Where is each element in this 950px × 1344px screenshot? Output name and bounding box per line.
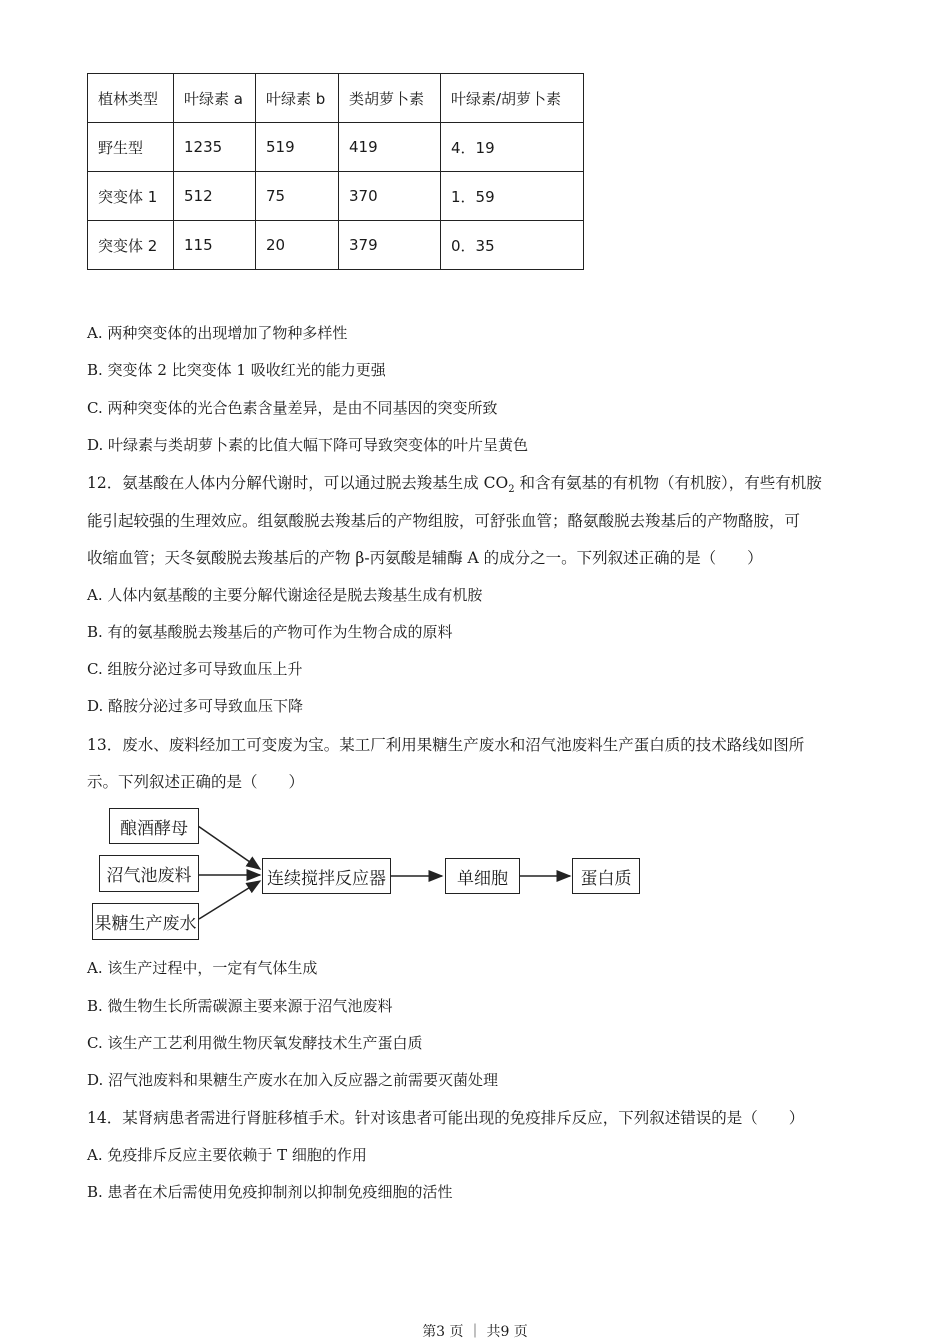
arrow-yeast-to-reactor bbox=[198, 826, 260, 869]
table-cell: 0．35 bbox=[441, 221, 584, 270]
q14-stem-line-1: 14．某肾病患者需进行肾脏移植手术。针对该患者可能出现的免疫排斥反应，下列叙述错误的是（ ） bbox=[87, 1109, 805, 1127]
q13-stem-line-2: 示。下列叙述正确的是（ ） bbox=[87, 773, 305, 791]
q11-option-c: C. 两种突变体的光合色素含量差异，是由不同基因的突变所致 bbox=[87, 399, 498, 417]
q13-stem-line-1: 13．废水、废料经加工可变废为宝。某工厂利用果糖生产废水和沼气池废料生产蛋白质的技术路线如图所 bbox=[87, 736, 805, 754]
table-cell: 1235 bbox=[174, 123, 256, 172]
arrow-water-to-reactor bbox=[199, 881, 260, 919]
flow-input-biogas-waste: 沼气池废料 bbox=[99, 855, 199, 892]
flow-single-cell: 单细胞 bbox=[445, 858, 520, 894]
table-cell: 379 bbox=[339, 221, 441, 270]
table-header-cell: 植林类型 bbox=[88, 74, 174, 123]
q12-option-c: C. 组胺分泌过多可导致血压上升 bbox=[87, 660, 303, 678]
q11-option-b: B. 突变体 2 比突变体 1 吸收红光的能力更强 bbox=[87, 361, 386, 379]
flow-input-yeast: 酿酒酵母 bbox=[109, 808, 199, 844]
q12-stem-line-1: 12．氨基酸在人体内分解代谢时，可以通过脱去羧基生成 $CO_2$ 和含有氨基的有机物（有机胺），有些有机胺 bbox=[87, 474, 822, 496]
table-cell: 4．19 bbox=[441, 123, 584, 172]
table-cell: 419 bbox=[339, 123, 441, 172]
q13-option-c: C. 该生产工艺利用微生物厌氧发酵技术生产蛋白质 bbox=[87, 1034, 423, 1052]
q13-option-d: D. 沼气池废料和果糖生产废水在加入反应器之前需要灭菌处理 bbox=[87, 1071, 499, 1089]
q14-option-b: B. 患者在术后需使用免疫抑制剂以抑制免疫细胞的活性 bbox=[87, 1183, 453, 1201]
table-cell: 512 bbox=[174, 172, 256, 221]
table-cell: 野生型 bbox=[88, 123, 174, 172]
q11-option-a: A. 两种突变体的出现增加了物种多样性 bbox=[87, 324, 348, 342]
flow-protein: 蛋白质 bbox=[572, 858, 640, 894]
table-cell: 115 bbox=[174, 221, 256, 270]
q13-option-b: B. 微生物生长所需碳源主要来源于沼气池废料 bbox=[87, 997, 393, 1015]
q12-option-d: D. 酪胺分泌过多可导致血压下降 bbox=[87, 697, 304, 715]
q14-option-a: A. 免疫排斥反应主要依赖于 T 细胞的作用 bbox=[87, 1146, 367, 1164]
table-header-cell: 叶绿素 b bbox=[256, 74, 339, 123]
table-cell: 20 bbox=[256, 221, 339, 270]
flow-reactor: 连续搅拌反应器 bbox=[262, 858, 391, 894]
q12-option-b: B. 有的氨基酸脱去羧基后的产物可作为生物合成的原料 bbox=[87, 623, 453, 641]
table-cell: 75 bbox=[256, 172, 339, 221]
page-footer: 第3 页 ｜ 共9 页 bbox=[422, 1324, 528, 1340]
table-cell: 370 bbox=[339, 172, 441, 221]
q11-option-d: D. 叶绿素与类胡萝卜素的比值大幅下降可导致突变体的叶片呈黄色 bbox=[87, 436, 529, 454]
table-cell: 519 bbox=[256, 123, 339, 172]
flow-input-fructose-wastewater: 果糖生产废水 bbox=[92, 903, 199, 940]
table-cell: 突变体 2 bbox=[88, 221, 174, 270]
q12-stem-line-2: 能引起较强的生理效应。组氨酸脱去羧基后的产物组胺，可舒张血管；酪氨酸脱去羧基后的产物酪胺，可 bbox=[87, 512, 801, 530]
q12-option-a: A. 人体内氨基酸的主要分解代谢途径是脱去羧基生成有机胺 bbox=[87, 586, 483, 604]
table-header-cell: 叶绿素/胡萝卜素 bbox=[441, 74, 584, 123]
table-cell: 1．59 bbox=[441, 172, 584, 221]
table-cell: 突变体 1 bbox=[88, 172, 174, 221]
table-header-cell: 叶绿素 a bbox=[174, 74, 256, 123]
table-header-cell: 类胡萝卜素 bbox=[339, 74, 441, 123]
q13-option-a: A. 该生产过程中，一定有气体生成 bbox=[87, 959, 318, 977]
q12-stem-line-3: 收缩血管；天冬氨酸脱去羧基后的产物 β-丙氨酸是辅酶 A 的成分之一。下列叙述正确的是（ ） bbox=[87, 549, 763, 567]
